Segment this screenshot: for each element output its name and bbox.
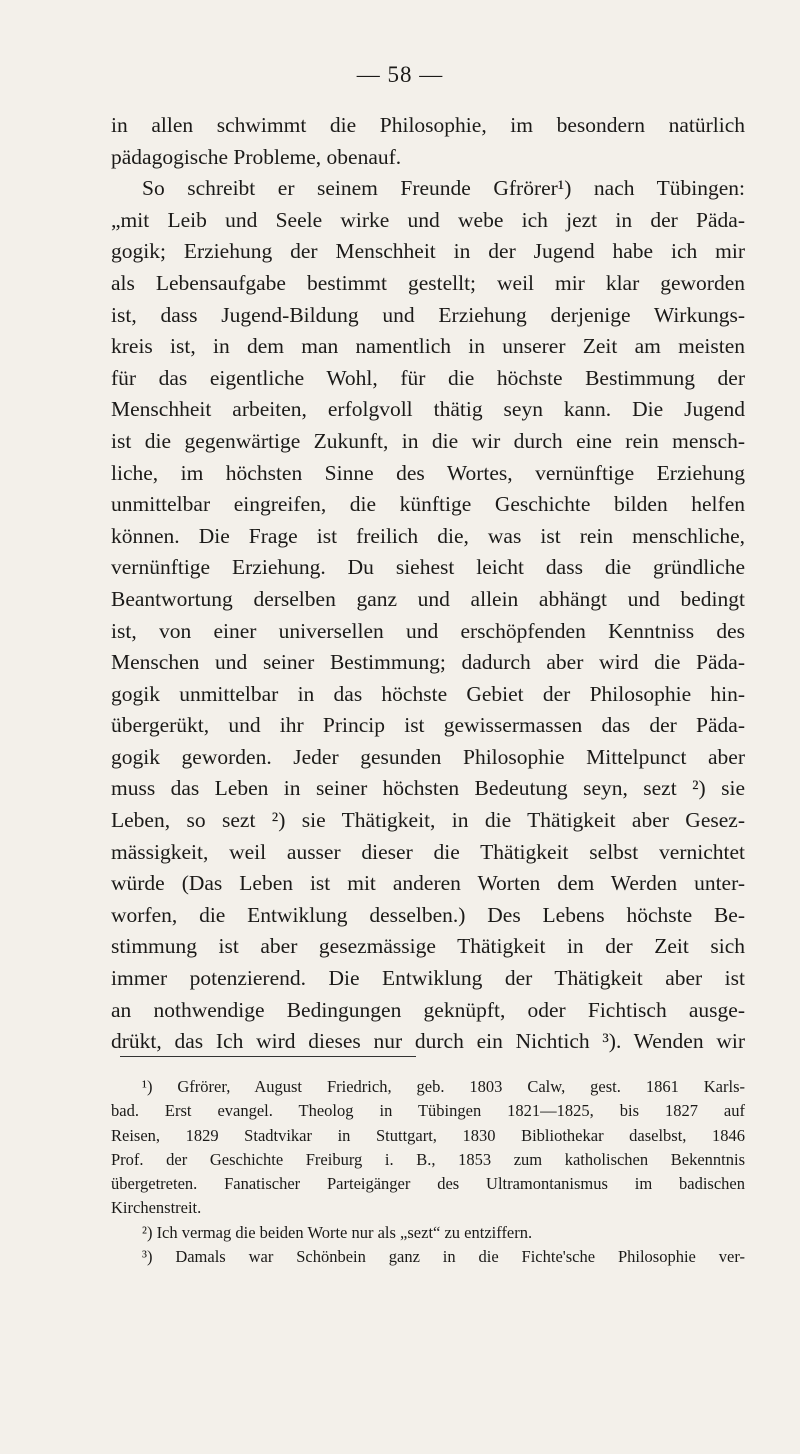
footnote-separator (120, 1056, 416, 1057)
text-line: So schreibt er seinem Freunde Gfrörer¹) nach Tübingen: (142, 176, 745, 201)
text-line: mässigkeit, weil ausser dieser die Thätigkeit selbst vernichtet (111, 839, 745, 864)
text-line: muss das Leben in seiner höchsten Bedeutung seyn, sezt ²) sie (111, 776, 745, 801)
text-line: stimmung ist aber gesezmässige Thätigkeit in der Zeit sich (111, 934, 745, 959)
footnote-line: bad. Erst evangel. Theolog in Tübingen 1821—1825, bis 1827 auf (111, 1101, 745, 1121)
text-line: kreis ist, in dem man namentlich in unserer Zeit am meisten (111, 334, 745, 359)
footnote-line: übergetreten. Fanatischer Parteigänger des Ultramontanismus im badischen (111, 1174, 745, 1194)
text-line: unmittelbar eingreifen, die künftige Geschichte bilden helfen (111, 492, 745, 517)
text-line: liche, im höchsten Sinne des Wortes, vernünftige Erziehung (111, 460, 745, 485)
text-line: Menschheit arbeiten, erfolgvoll thätig seyn kann. Die Jugend (111, 397, 745, 422)
text-line: können. Die Frage ist freilich die, was ist rein menschliche, (111, 523, 745, 548)
text-line: Leben, so sezt ²) sie Thätigkeit, in die Thätigkeit aber Gesez- (111, 808, 745, 833)
text-line: Beantwortung derselben ganz und allein abhängt und bedingt (111, 586, 745, 611)
text-line: „mit Leib und Seele wirke und webe ich jezt in der Päda- (111, 207, 745, 232)
main-text (111, 110, 745, 1058)
text-line: an nothwendige Bedingungen geknüpft, oder Fichtisch ausge- (111, 997, 745, 1022)
text-line: in allen schwimmt die Philosophie, im besondern natürlich (111, 113, 745, 137)
text-line: übergerükt, und ihr Princip ist gewissermassen das der Päda- (111, 713, 745, 738)
text-line: immer potenzierend. Die Entwiklung der Thätigkeit aber ist (111, 966, 745, 991)
footnote-line: Reisen, 1829 Stadtvikar in Stuttgart, 1830 Bibliothekar daselbst, 1846 (111, 1125, 745, 1145)
footnote-line: ²) Ich vermag die beiden Worte nur als „sezt“ zu entziffern. (142, 1222, 533, 1242)
text-line: worfen, die Entwiklung desselben.) Des Lebens höchste Be- (111, 902, 745, 927)
text-line: pädagogische Probleme, obenauf. (111, 144, 402, 169)
text-line: gogik; Erziehung der Menschheit in der Jugend habe ich mir (111, 239, 745, 264)
text-line: gogik geworden. Jeder gesunden Philosophie Mittelpunct aber (111, 744, 745, 769)
footnote-line: Kirchenstreit. (111, 1198, 202, 1218)
text-line: würde (Das Leben ist mit anderen Worten dem Werden unter- (111, 871, 745, 896)
text-line: ist, dass Jugend-Bildung und Erziehung derjenige Wirkungs- (111, 302, 745, 327)
footnote-line: ³) Damals war Schönbein ganz in die Fichte'sche Philosophie ver- (142, 1247, 745, 1267)
footnote-line: ¹) Gfrörer, August Friedrich, geb. 1803 Calw, gest. 1861 Karls- (142, 1077, 745, 1096)
text-line: für das eigentliche Wohl, für die höchste Bestimmung der (111, 365, 745, 390)
text-line: Menschen und seiner Bestimmung; dadurch aber wird die Päda- (111, 650, 745, 675)
footnotes (111, 1075, 745, 1269)
footnote-line: Prof. der Geschichte Freiburg i. B., 1853 zum katholischen Bekenntnis (111, 1149, 745, 1169)
text-line: drükt, das Ich wird dieses nur durch ein Nichtich ³). Wenden wir (111, 1029, 745, 1054)
text-line: ist, von einer universellen und erschöpfenden Kenntniss des (111, 618, 745, 643)
text-line: als Lebensaufgabe bestimmt gestellt; weil mir klar geworden (111, 270, 745, 295)
text-line: ist die gegenwärtige Zukunft, in die wir durch eine rein mensch- (111, 428, 745, 453)
text-line: vernünftige Erziehung. Du siehest leicht dass die gründliche (111, 555, 745, 580)
page-number: — 58 — (356, 62, 444, 87)
text-line: gogik unmittelbar in das höchste Gebiet der Philosophie hin- (111, 681, 745, 706)
